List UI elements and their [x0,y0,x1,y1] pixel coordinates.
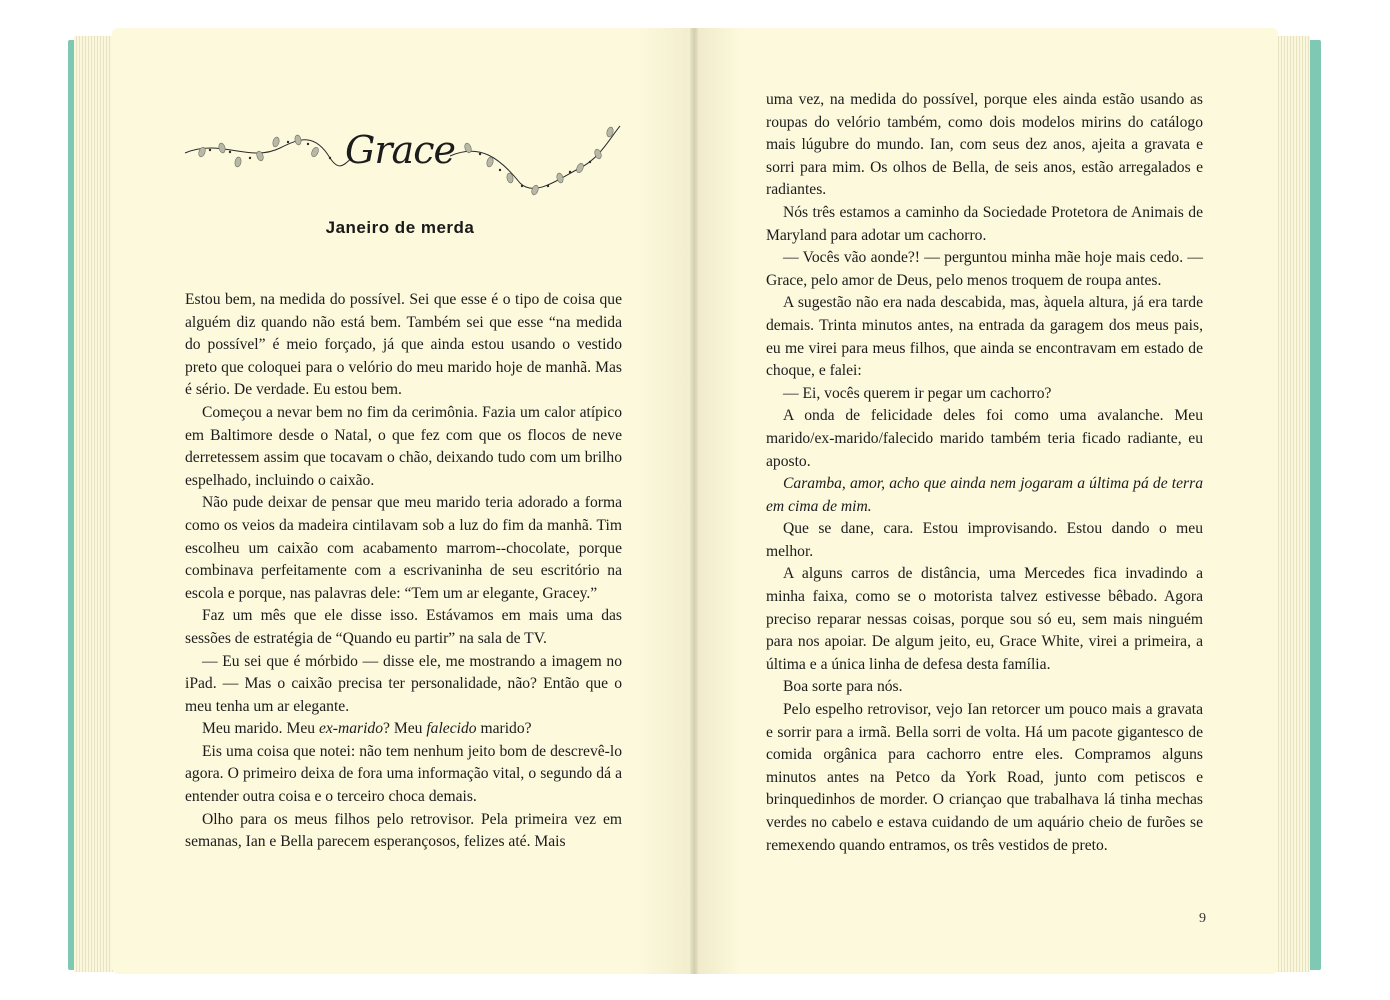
paragraph [185,809,622,854]
text-run: Pelo espelho retrovisor, vejo Ian retorcer um pouco mais a gravata e sorrir para a irmã. Bella sorri de volta. Há um pacote gigantesco de comida orgânica para cachorro entre eles. Compramos alguns minutos antes na Petco da York Road, junto com petiscos e brinquedinhos de morder. O criançao que trabalhava lá tinha mechas verdes no cabelo e estava cuidando de um aquário cheio de furões se remexendo quando entramos, os três vestidos de preto. [766,701,1203,854]
text-run: uma vez, na medida do possível, porque eles ainda estão usando as roupas do velório também, como dois modelos mirins do catálogo mais lúgubre do mundo. Ian, com seus dez anos, ajeita a gravata e sorri para mim. Os olhos de Bella, de seis anos, estão arregalados e radiantes. [766,91,1203,199]
paragraph [766,202,1203,247]
paragraph [766,563,1203,676]
chapter-title: Grace [345,128,455,172]
text-run: Eis uma coisa que notei: não tem nenhum jeito bom de descrevê-lo agora. O primeiro deixa de fora uma informação vital, o segundo dá a entender outra coisa e o terceiro choca demais. [185,742,622,806]
italic-text: ex-marido [318,720,384,738]
text-run: Que se dane, cara. Estou improvisando. Estou dando o meu melhor. [766,520,1203,560]
text-run: — Eu sei que é mórbido — disse ele, me mostrando a imagem no iPad. — Mas o caixão precisa ter personalidade, não? Então que o meu tenha um ar elegante. [185,652,622,715]
italic-text: falecido [426,720,477,738]
paragraph [766,405,1203,473]
text-run: A sugestão não era nada descabida, mas, àquela altura, já era tarde demais. Trinta minutos antes, na entrada da garagem dos meus pais, eu me virei para meus filhos, que ainda se encontravam em estado de choque, e falei: [766,294,1203,380]
paragraph [185,289,622,402]
paragraph [766,473,1203,518]
paragraph [766,292,1203,382]
text-run: Estou bem, na medida do possível. Sei que esse é o tipo de coisa que alguém diz quando não está bem. Também sei que esse “na medida do possível” é meio forçado, já que ainda estou usando o vestido preto que coloquei para o velório do meu marido hoje de manhã. Mas é sério. De verdade. Eu estou bem. [185,291,622,399]
left-page-text [185,289,622,854]
paragraph [185,718,622,741]
paragraph [766,89,1203,202]
chapter-subtitle: Janeiro de merda [325,218,475,237]
book-gutter [690,28,698,974]
paragraph [766,699,1203,857]
text-run: Nós três estamos a caminho da Sociedade Protetora de Animais de Maryland para adotar um cachorro. [766,203,1203,244]
right-page-text [766,89,1203,857]
paragraph [185,492,622,605]
text-run: Não pude deixar de pensar que meu marido teria adorado a forma como os veios da madeira cintilavam sob a luz do fim da manhã. Tim escolheu um caixão com acabamento marrom--chocolate, porque combinava perfeitamente com a escrivaninha de seu escritório na escola e porque, nas palavras dele: “Tem um ar elegante, Gracey.” [185,494,622,602]
text-run: Meu marido. Meu [202,720,319,738]
text-run: — Vocês vão aonde?! — perguntou minha mãe hoje mais cedo. — Grace, pelo amor de Deus, pelo menos troquem de roupa antes. [766,249,1203,289]
paragraph [766,518,1203,563]
text-run: Faz um mês que ele disse isso. Estávamos em mais uma das sessões de estratégia de “Quando eu partir” na sala de TV. [185,607,622,647]
paragraph [185,651,622,719]
paragraph [185,605,622,650]
text-run: Começou a nevar bem no fim da cerimônia. Fazia um calor atípico em Baltimore desde o Natal, o que fez com que os flocos de neve derretessem assim que tocavam o chão, deixando tudo com um brilho espelhado, incluindo o caixão. [185,403,622,489]
paragraph [185,402,622,492]
text-run: — Ei, vocês querem ir pegar um cachorro? [783,384,1052,402]
page-number: 9 [1199,911,1206,926]
text-run: marido? [476,720,532,738]
text-run: A alguns carros de distância, uma Mercedes fica invadindo a minha faixa, como se o motorista talvez estivesse bêbado. Agora preciso reparar nessas coisas, porque sou só eu, sem mais ninguém para nos apoiar. De algum jeito, eu, Grace White, virei a primeira, a última e a única linha de defesa desta família. [766,565,1203,673]
text-run: Boa sorte para nós. [783,678,903,696]
paragraph [766,676,1203,699]
paragraph [766,247,1203,292]
text-run: A onda de felicidade deles foi como uma avalanche. Meu marido/ex-marido/falecido marido também teria ficado radiante, eu aposto. [766,407,1203,470]
paragraph [766,383,1203,406]
text-run: Olho para os meus filhos pelo retrovisor. Pela primeira vez em semanas, Ian e Bella parecem esperançosos, felizes até. Mais [185,810,622,851]
text-run: ? Meu [383,720,427,738]
paragraph [185,741,622,809]
italic-text: Caramba, amor, acho que ainda nem jogaram a última pá de terra em cima de mim. [766,475,1203,515]
